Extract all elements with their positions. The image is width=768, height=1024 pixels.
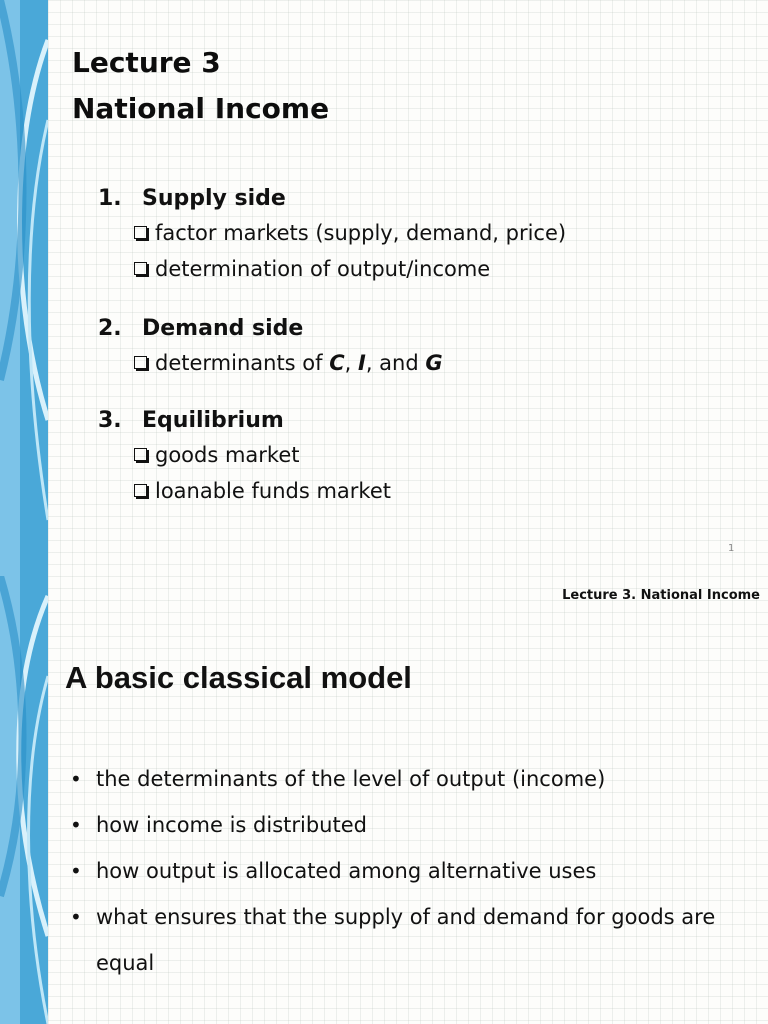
page-number: 1 xyxy=(728,543,735,554)
list-item-text xyxy=(155,351,443,375)
section-number: 3. xyxy=(98,408,122,433)
bullet-icon: • xyxy=(70,859,82,883)
list-item-text: what ensures that the supply of and demand for goods are equal xyxy=(96,905,716,975)
list-item xyxy=(70,894,730,986)
symbol-c: C xyxy=(329,351,345,375)
slide-title xyxy=(72,40,329,132)
decorative-band xyxy=(0,576,48,1024)
section-supply-side xyxy=(98,186,566,281)
list-item xyxy=(70,848,730,894)
symbol-i: I xyxy=(358,351,366,375)
section-demand-side xyxy=(98,316,443,375)
section-title: Demand side xyxy=(142,316,304,341)
list-item-text: how output is allocated among alternative uses xyxy=(96,859,597,883)
list-item-text: determination of output/income xyxy=(155,257,491,281)
list-item-text: how income is distributed xyxy=(96,813,367,837)
section-heading xyxy=(98,408,391,433)
list-item xyxy=(134,479,391,503)
checkbox-bullet-icon xyxy=(134,356,147,369)
section-title: Equilibrium xyxy=(142,408,284,433)
checkbox-bullet-icon xyxy=(134,226,147,239)
list-item xyxy=(70,802,730,848)
bullet-icon: • xyxy=(70,813,82,837)
text-prefix: determinants of xyxy=(155,351,330,375)
title-line-2: National Income xyxy=(72,92,330,125)
checkbox-bullet-icon xyxy=(134,484,147,497)
slide-2 xyxy=(0,576,768,1024)
bullet-icon: • xyxy=(70,767,82,791)
list-item xyxy=(134,443,391,467)
list-item-text: the determinants of the level of output (income) xyxy=(96,767,606,791)
list-item xyxy=(134,257,566,281)
decorative-band xyxy=(0,0,48,576)
section-number: 2. xyxy=(98,316,122,341)
title-line-1: Lecture 3 xyxy=(72,46,221,79)
checkbox-bullet-icon xyxy=(134,262,147,275)
section-title: Supply side xyxy=(142,186,286,211)
slide-header: Lecture 3. National Income xyxy=(562,588,760,603)
section-heading xyxy=(98,316,443,341)
bullet-icon: • xyxy=(70,905,82,929)
text-sep: , xyxy=(344,351,358,375)
section-equilibrium xyxy=(98,408,391,503)
list-item-text: goods market xyxy=(155,443,300,467)
list-item-text: factor markets (supply, demand, price) xyxy=(155,221,567,245)
list-item xyxy=(134,221,566,245)
slide-title: A basic classical model xyxy=(65,660,412,695)
bullet-list xyxy=(70,756,730,986)
checkbox-bullet-icon xyxy=(134,448,147,461)
text-sep: , and xyxy=(365,351,426,375)
list-item xyxy=(134,351,443,375)
list-item-text: loanable funds market xyxy=(155,479,391,503)
section-heading xyxy=(98,186,566,211)
symbol-g: G xyxy=(425,351,443,375)
list-item xyxy=(70,756,730,802)
section-number: 1. xyxy=(98,186,122,211)
